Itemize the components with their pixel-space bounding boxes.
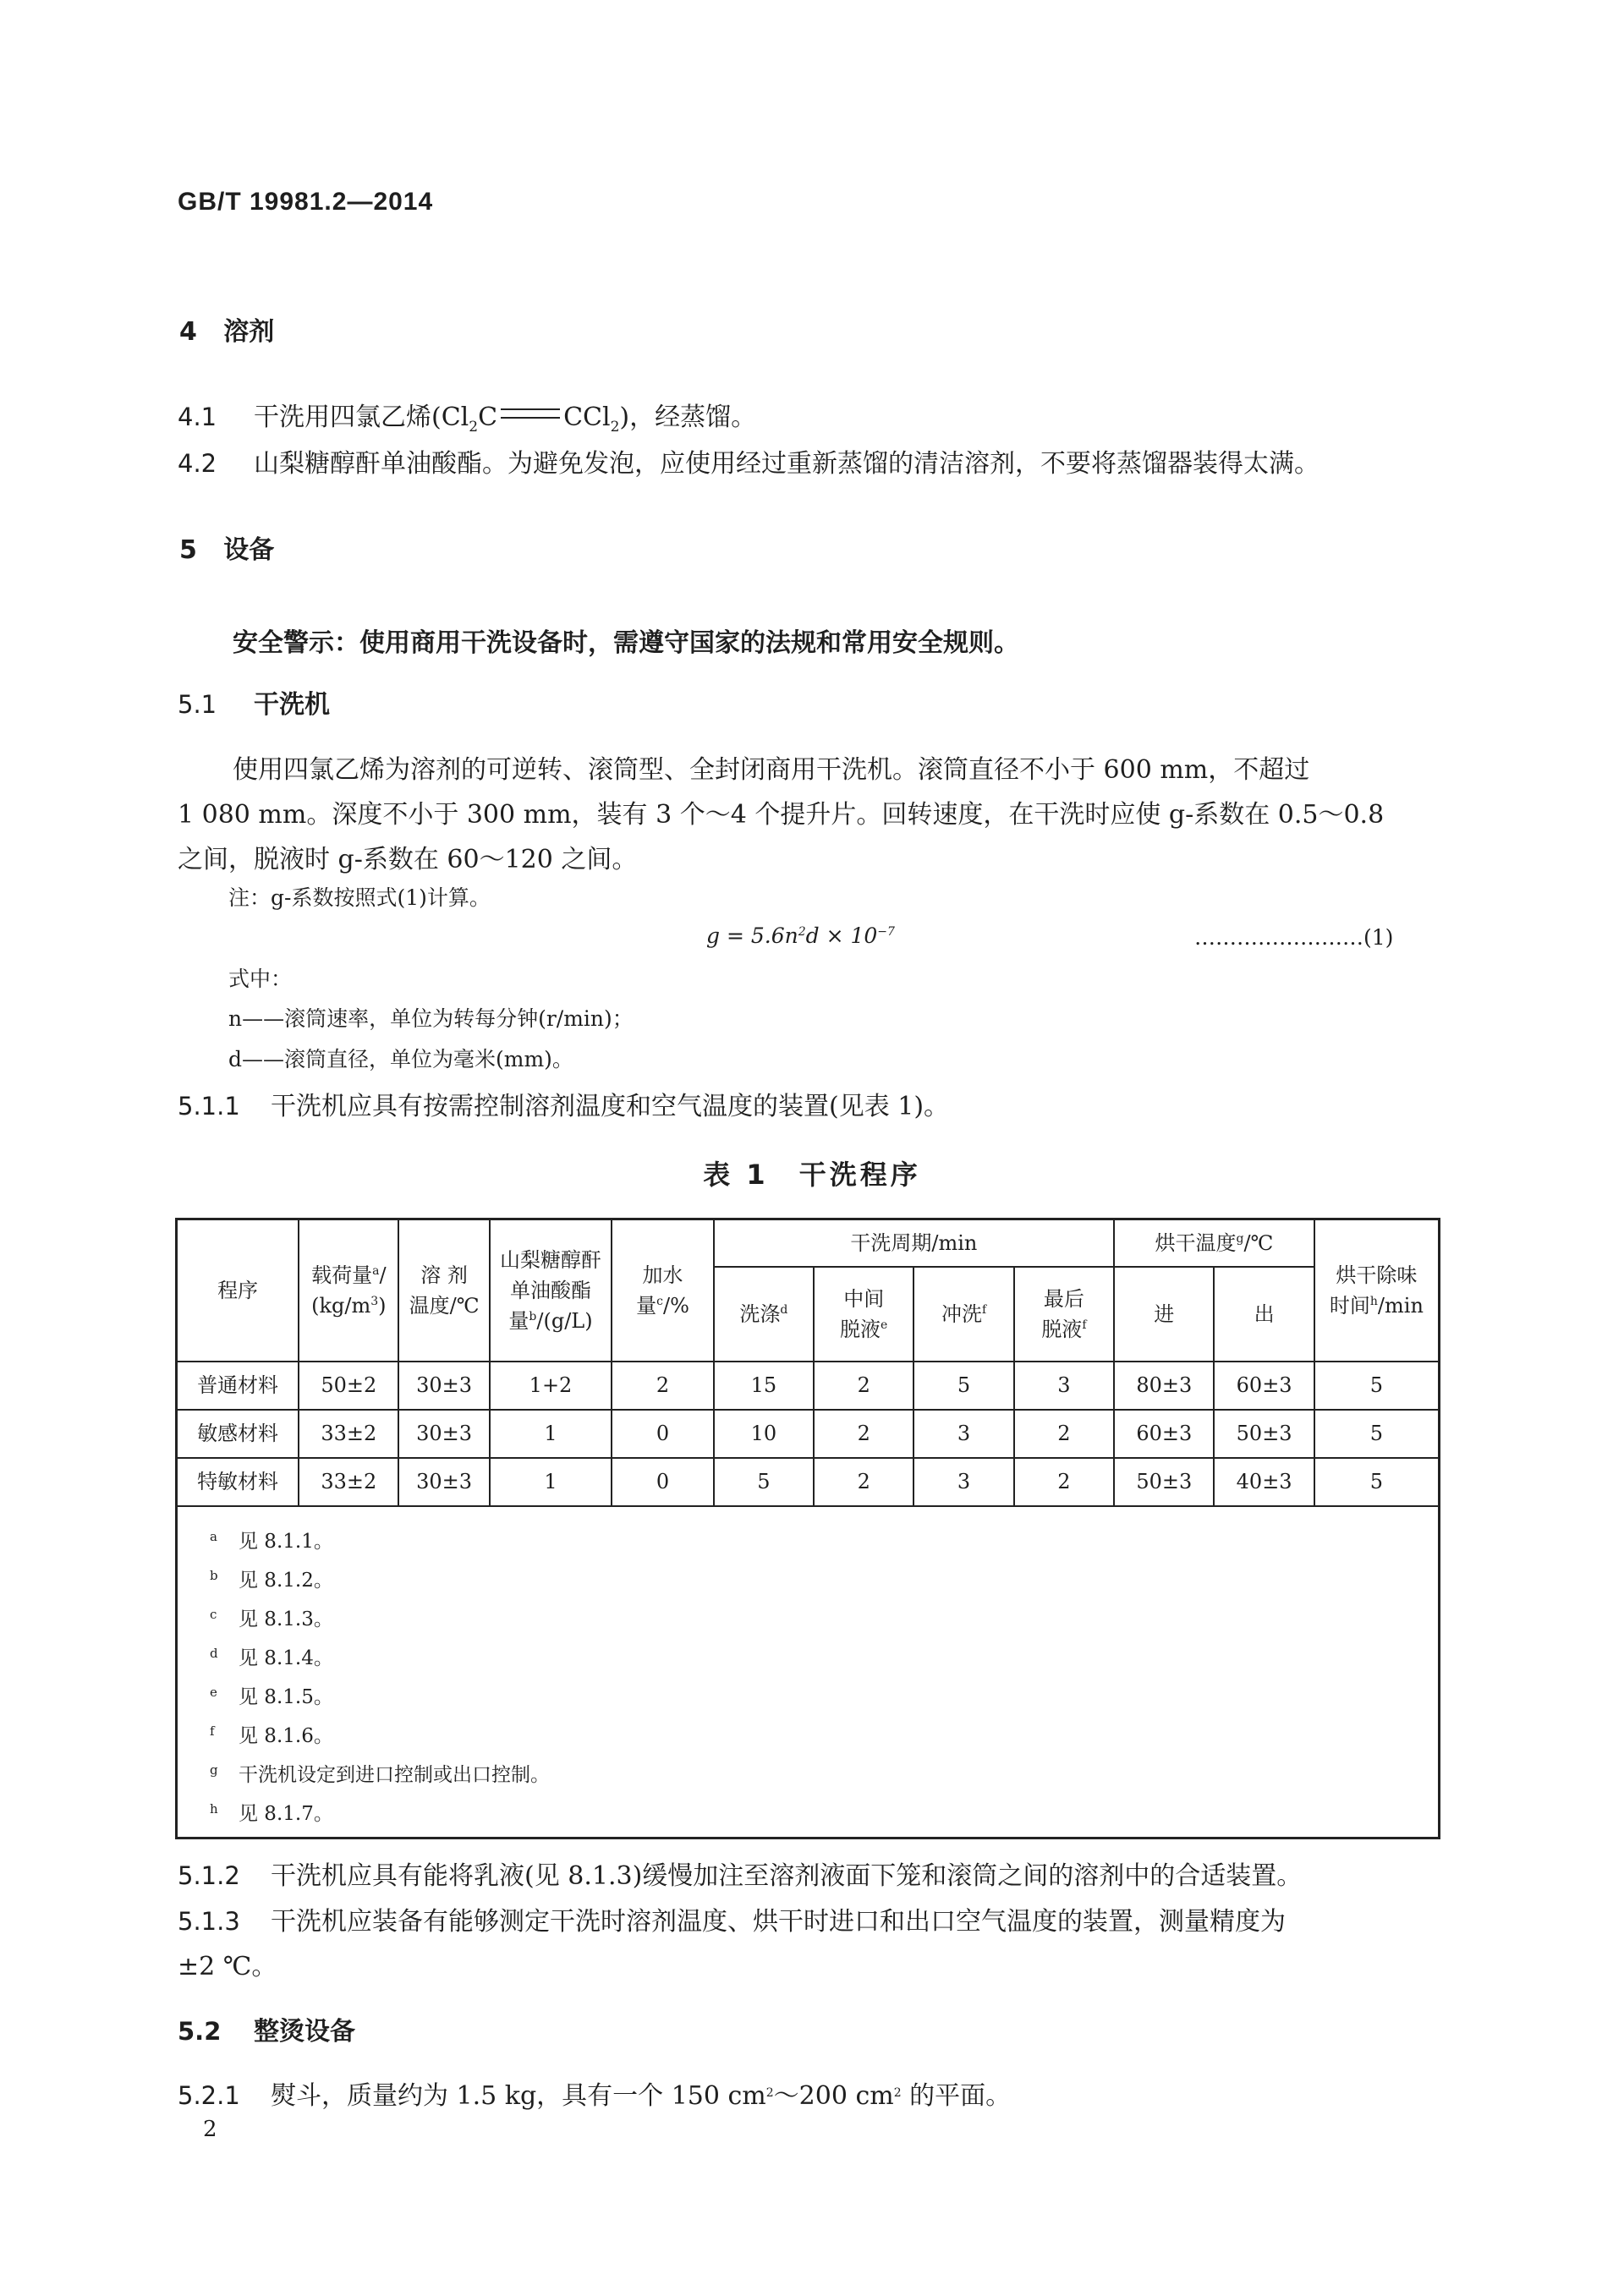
footnote-mark: f xyxy=(1082,1318,1087,1332)
clause-text-b: ～200 cm xyxy=(773,2081,894,2111)
row-label-cell: 普通材料 xyxy=(177,1362,299,1410)
variable-d: d——滚筒直径，单位为毫米(mm)。 xyxy=(228,1047,573,1071)
header-text: / xyxy=(379,1263,387,1287)
footnote-mark: e xyxy=(881,1318,888,1332)
table-cell: 2 xyxy=(1014,1458,1114,1506)
table-footnote xyxy=(210,1556,1438,1595)
clause-text: 干洗机应具有能将乳液(见 8.1.3)缓慢加注至溶剂液面下笼和滚筒之间的溶剂中的合适装置。 xyxy=(271,1861,1303,1891)
paragraph-line-3: 之间，脱液时 g-系数在 60～120 之间。 xyxy=(178,845,638,874)
table-cell: 1 xyxy=(490,1458,612,1506)
clause-5-1-3-continued: ±2 ℃。 xyxy=(178,1952,277,1981)
clause-text: 山梨糖醇酐单油酸酯。为避免发泡，应使用经过重新蒸馏的清洁溶剂，不要将蒸馏器装得太满。 xyxy=(254,449,1320,479)
table-cell: 80±3 xyxy=(1114,1362,1214,1410)
formula-number: ……………………(1) xyxy=(1194,925,1394,950)
table-footnote xyxy=(210,1634,1438,1673)
table-cell: 2 xyxy=(814,1458,914,1506)
where-label: 式中： xyxy=(228,967,293,991)
footnote-mark: a xyxy=(210,1528,217,1544)
table-cell: 3 xyxy=(914,1458,1013,1506)
clause-number: 5.2.1 xyxy=(178,2081,240,2110)
footnote-text: 见 8.1.3。 xyxy=(239,1608,333,1630)
table-cell: 5 xyxy=(714,1458,814,1506)
formula xyxy=(706,923,895,948)
clause-4-1 xyxy=(178,396,756,436)
header-text: /min xyxy=(1377,1293,1424,1318)
clause-text-c: CCl xyxy=(563,403,611,432)
clause-5-2-heading xyxy=(178,2010,355,2047)
header-final-extract xyxy=(1014,1267,1114,1362)
header-text: 加水 xyxy=(642,1263,683,1287)
footnote-text: 见 8.1.2。 xyxy=(239,1569,333,1592)
header-text: 洗涤 xyxy=(739,1301,781,1326)
header-text: 脱液 xyxy=(840,1317,881,1341)
variable-n: n——滚筒速率，单位为转每分钟(r/min)； xyxy=(228,1006,634,1031)
clause-number: 5.1.2 xyxy=(178,1861,240,1890)
header-dry-temp xyxy=(1114,1219,1314,1267)
clause-text: 干洗机应装备有能够测定干洗时溶剂温度、烘干时进口和出口空气温度的装置，测量精度为 xyxy=(271,1907,1286,1937)
table-footnotes xyxy=(177,1506,1440,1838)
header-text: 中间 xyxy=(843,1286,885,1311)
footnote-mark: d xyxy=(210,1645,218,1661)
table-cell: 60±3 xyxy=(1214,1362,1314,1410)
header-text: 最后 xyxy=(1043,1286,1084,1311)
footnote-text: 见 8.1.5。 xyxy=(239,1685,333,1708)
footnote-text: 干洗机设定到进口控制或出口控制。 xyxy=(239,1763,550,1786)
table-cell: 2 xyxy=(814,1362,914,1410)
superscript: 2 xyxy=(798,925,806,939)
table-cell: 1 xyxy=(490,1410,612,1458)
header-rinse xyxy=(914,1267,1013,1362)
header-text: /℃ xyxy=(1243,1230,1274,1255)
header-text: 烘干除味 xyxy=(1336,1263,1418,1287)
header-text: /(g/L) xyxy=(536,1308,593,1333)
footnote-mark: b xyxy=(529,1309,537,1323)
header-text: 量 xyxy=(508,1308,529,1333)
table-footnote xyxy=(210,1673,1438,1712)
clause-title: 干洗机 xyxy=(254,690,330,720)
clause-title: 整烫设备 xyxy=(254,2017,355,2047)
footnote-mark: e xyxy=(210,1684,217,1700)
clause-5-2-1 xyxy=(178,2074,1011,2112)
table-header-row xyxy=(177,1219,1440,1267)
header-water xyxy=(612,1219,713,1362)
table-cell: 15 xyxy=(714,1362,814,1410)
subscript: 2 xyxy=(469,419,479,436)
superscript: 2 xyxy=(893,2086,902,2100)
header-solvent-temp xyxy=(398,1219,489,1362)
footnote-text: 见 8.1.1。 xyxy=(239,1530,333,1553)
section-4-heading xyxy=(179,310,274,348)
header-text: 冲洗 xyxy=(941,1301,982,1326)
formula-part-b: d × 10 xyxy=(805,923,878,948)
footnote-mark: g xyxy=(1236,1231,1244,1246)
table-cell: 0 xyxy=(612,1458,713,1506)
header-wash xyxy=(714,1267,814,1362)
clause-5-1-heading xyxy=(178,683,330,721)
header-text: 载荷量 xyxy=(311,1263,373,1287)
standard-number: GB/T 19981.2—2014 xyxy=(178,188,434,216)
header-load xyxy=(299,1219,398,1362)
clause-number: 5.1.3 xyxy=(178,1907,240,1936)
table-cell: 10 xyxy=(714,1410,814,1458)
clause-number: 5.1 xyxy=(178,690,217,719)
footnote-mark: f xyxy=(210,1723,215,1739)
footnote-mark: c xyxy=(656,1294,663,1308)
header-inlet: 进 xyxy=(1114,1267,1214,1362)
footnote-mark: h xyxy=(1369,1294,1378,1308)
clause-number: 5.1.1 xyxy=(178,1092,240,1121)
formula-part-a: g = 5.6n xyxy=(706,923,798,948)
table-cell: 5 xyxy=(1314,1458,1440,1506)
table-cell: 50±3 xyxy=(1114,1458,1214,1506)
table-footnote xyxy=(210,1789,1438,1828)
table-footnote xyxy=(210,1595,1438,1634)
footnote-mark: f xyxy=(981,1302,987,1317)
header-text: 单油酸酯 xyxy=(510,1278,591,1302)
table-cell: 50±3 xyxy=(1214,1410,1314,1458)
table-cell: 5 xyxy=(1314,1410,1440,1458)
double-bond-symbol xyxy=(501,408,560,419)
table-cell: 3 xyxy=(1014,1362,1114,1410)
header-text: 溶 剂 xyxy=(420,1263,468,1287)
header-text: 时间 xyxy=(1329,1293,1370,1318)
row-label-cell: 敏感材料 xyxy=(177,1410,299,1458)
header-cycle: 干洗周期/min xyxy=(714,1219,1114,1267)
paragraph-line-1: 使用四氯乙烯为溶剂的可逆转、滚筒型、全封闭商用干洗机。滚筒直径不小于 600 mm，不超过 xyxy=(233,755,1310,785)
clause-text-a: 干洗用四氯乙烯(Cl xyxy=(254,403,469,432)
footnote-mark: a xyxy=(372,1263,380,1278)
footnote-text: 见 8.1.4。 xyxy=(239,1647,333,1669)
table-body xyxy=(177,1362,1440,1506)
header-outlet: 出 xyxy=(1214,1267,1314,1362)
table-cell: 33±2 xyxy=(299,1410,398,1458)
table-cell: 30±3 xyxy=(398,1458,489,1506)
table-cell: 50±2 xyxy=(299,1362,398,1410)
superscript: 3 xyxy=(370,1294,379,1308)
clause-number: 4.1 xyxy=(178,403,217,431)
header-text: 烘干温度 xyxy=(1155,1230,1237,1255)
page-number: 2 xyxy=(203,2117,217,2142)
clause-text: 干洗机应具有按需控制溶剂温度和空气温度的装置(见表 1)。 xyxy=(271,1092,950,1121)
header-text: ) xyxy=(378,1293,387,1318)
table-cell: 30±3 xyxy=(398,1362,489,1410)
section-number: 5 xyxy=(179,535,197,565)
table-footnote xyxy=(210,1517,1438,1556)
header-text: /% xyxy=(662,1293,689,1318)
table-cell: 2 xyxy=(1014,1410,1114,1458)
table-cell: 0 xyxy=(612,1410,713,1458)
footnote-mark: h xyxy=(210,1800,218,1817)
table-row xyxy=(177,1458,1440,1506)
header-text: (kg/m xyxy=(311,1293,371,1318)
header-deodorize xyxy=(1314,1219,1440,1362)
table-cell: 2 xyxy=(612,1362,713,1410)
table-cell: 5 xyxy=(1314,1362,1440,1410)
table-cell: 1+2 xyxy=(490,1362,612,1410)
drycleaning-program-table xyxy=(175,1218,1440,1839)
clause-number: 4.2 xyxy=(178,449,217,478)
header-text: 山梨糖醇酐 xyxy=(500,1247,601,1272)
clause-5-1-3 xyxy=(178,1900,1286,1937)
header-sorbitan xyxy=(490,1219,612,1362)
table-cell: 40±3 xyxy=(1214,1458,1314,1506)
clause-5-1-2 xyxy=(178,1855,1302,1892)
table-footnote xyxy=(210,1751,1438,1789)
clause-number: 5.2 xyxy=(178,2017,222,2046)
clause-text-a: 熨斗，质量约为 1.5 kg，具有一个 150 cm xyxy=(271,2081,766,2111)
table-footnotes-row xyxy=(177,1506,1440,1838)
footnote-mark: c xyxy=(210,1606,217,1622)
clause-4-2 xyxy=(178,442,1320,479)
section-title: 设备 xyxy=(223,535,275,565)
superscript: 2 xyxy=(765,2086,774,2100)
table-row xyxy=(177,1410,1440,1458)
paragraph-line-2: 1 080 mm。深度不小于 300 mm，装有 3 个～4 个提升片。回转速度，在干洗时应使 g-系数在 0.5～0.8 xyxy=(178,800,1385,830)
footnote-text: 见 8.1.7。 xyxy=(239,1802,333,1825)
section-5-heading xyxy=(179,529,274,566)
clause-text-c: 的平面。 xyxy=(901,2081,1012,2111)
table-footnote xyxy=(210,1712,1438,1751)
header-program: 程序 xyxy=(177,1219,299,1362)
table-cell: 5 xyxy=(914,1362,1013,1410)
row-label-cell: 特敏材料 xyxy=(177,1458,299,1506)
section-title: 溶剂 xyxy=(223,317,275,347)
subscript: 2 xyxy=(610,419,620,436)
table-cell: 2 xyxy=(814,1410,914,1458)
footnote-mark: g xyxy=(210,1762,218,1778)
footnote-text: 见 8.1.6。 xyxy=(239,1724,333,1747)
footnote-mark: d xyxy=(780,1302,788,1317)
formula-note: 注：g-系数按照式(1)计算。 xyxy=(228,885,491,910)
table-cell: 3 xyxy=(914,1410,1013,1458)
header-text: 温度/℃ xyxy=(409,1293,480,1318)
header-text: 量 xyxy=(636,1293,657,1318)
table-caption: 表 1 干洗程序 xyxy=(703,1159,921,1191)
clause-text-b: C xyxy=(478,403,498,432)
superscript: −7 xyxy=(877,925,895,939)
table-cell: 30±3 xyxy=(398,1410,489,1458)
clause-text-d: )，经蒸馏。 xyxy=(619,403,757,432)
safety-warning: 安全警示：使用商用干洗设备时，需遵守国家的法规和常用安全规则。 xyxy=(233,628,1019,658)
clause-5-1-1 xyxy=(178,1085,949,1122)
section-number: 4 xyxy=(179,317,197,347)
table-cell: 60±3 xyxy=(1114,1410,1214,1458)
header-mid-extract xyxy=(814,1267,914,1362)
table-row xyxy=(177,1362,1440,1410)
footnote-mark: b xyxy=(210,1567,218,1583)
header-text: 脱液 xyxy=(1041,1317,1083,1341)
table-cell: 33±2 xyxy=(299,1458,398,1506)
